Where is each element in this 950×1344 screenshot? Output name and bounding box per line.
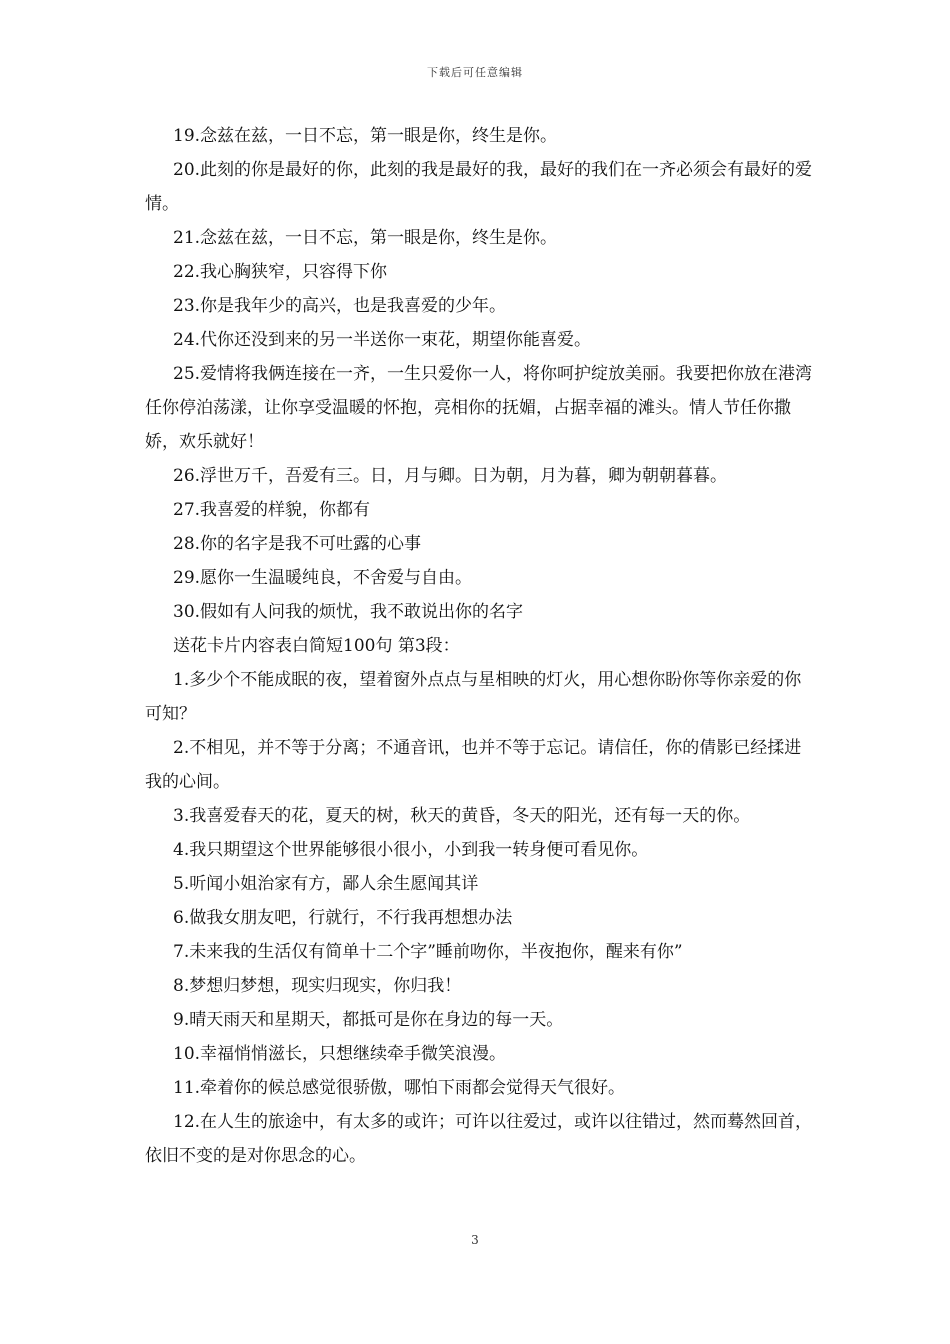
paragraph-6: 6.做我女朋友吧，行就行，不行我再想想办法: [173, 908, 513, 928]
paragraph-9: 9.晴天雨天和星期天，都抵可是你在身边的每一天。: [173, 1010, 564, 1030]
page-number: 3: [471, 1233, 479, 1247]
paragraph-4: 4.我只期望这个世界能够很小很小，小到我一转身便可看见你。: [173, 840, 649, 860]
paragraph-22: 22.我心胸狭窄，只容得下你: [173, 262, 388, 282]
paragraph-23: 23.你是我年少的高兴，也是我喜爱的少年。: [173, 296, 507, 316]
paragraph-26: 26.浮世万千，吾爱有三。日，月与卿。日为朝，月为暮，卿为朝朝暮暮。: [173, 466, 728, 486]
paragraph-24: 24.代你还没到来的另一半送你一束花，期望你能喜爱。: [173, 330, 592, 350]
paragraph-28: 28.你的名字是我不可吐露的心事: [173, 534, 422, 554]
paragraph-12: 12.在人生的旅途中，有太多的或许；可许以往爱过，或许以往错过，然而蓦然回首，依旧不变的是对你思念的心。: [145, 1112, 813, 1166]
document-body: [145, 119, 817, 1173]
paragraph-19: 19.念兹在兹，一日不忘，第一眼是你，终生是你。: [173, 126, 558, 146]
paragraph-10: 10.幸福悄悄滋长，只想继续牵手微笑浪漫。: [173, 1044, 507, 1064]
paragraph-25: 25.爱情将我俩连接在一齐，一生只爱你一人，将你呵护绽放美丽。我要把你放在港湾任你停泊荡漾，让你享受温暖的怀抱，亮相你的抚媚，占据幸福的滩头。情人节任你撒娇，欢乐就好！: [145, 364, 813, 452]
page-header: 下载后可任意编辑: [427, 66, 523, 79]
paragraph-8: 8.梦想归梦想，现实归现实，你归我！: [173, 976, 462, 996]
paragraph-1: 1.多少个不能成眠的夜，望着窗外点点与星相映的灯火，用心想你盼你等你亲爱的你可知？: [145, 670, 802, 724]
section-heading: 送花卡片内容表白简短100句 第3段：: [173, 636, 460, 656]
paragraph-7: 7.未来我的生活仅有简单十二个字”睡前吻你，半夜抱你，醒来有你”: [173, 942, 683, 962]
paragraph-2: 2.不相见，并不等于分离；不通音讯，也并不等于忘记。请信任，你的倩影已经揉进我的心间。: [145, 738, 802, 792]
paragraph-5: 5.听闻小姐治家有方，鄙人余生愿闻其详: [173, 874, 479, 894]
paragraph-29: 29.愿你一生温暖纯良，不舍爱与自由。: [173, 568, 473, 588]
paragraph-20: 20.此刻的你是最好的你，此刻的我是最好的我，最好的我们在一齐必须会有最好的爱情。: [145, 160, 813, 214]
paragraph-11: 11.牵着你的候总感觉很骄傲，哪怕下雨都会觉得天气很好。: [173, 1078, 626, 1098]
paragraph-27: 27.我喜爱的样貌，你都有: [173, 500, 371, 520]
paragraph-3: 3.我喜爱春天的花，夏天的树，秋天的黄昏，冬天的阳光，还有每一天的你。: [173, 806, 751, 826]
paragraph-21: 21.念兹在兹，一日不忘，第一眼是你，终生是你。: [173, 228, 558, 248]
paragraph-30: 30.假如有人问我的烦忧，我不敢说出你的名字: [173, 602, 524, 622]
